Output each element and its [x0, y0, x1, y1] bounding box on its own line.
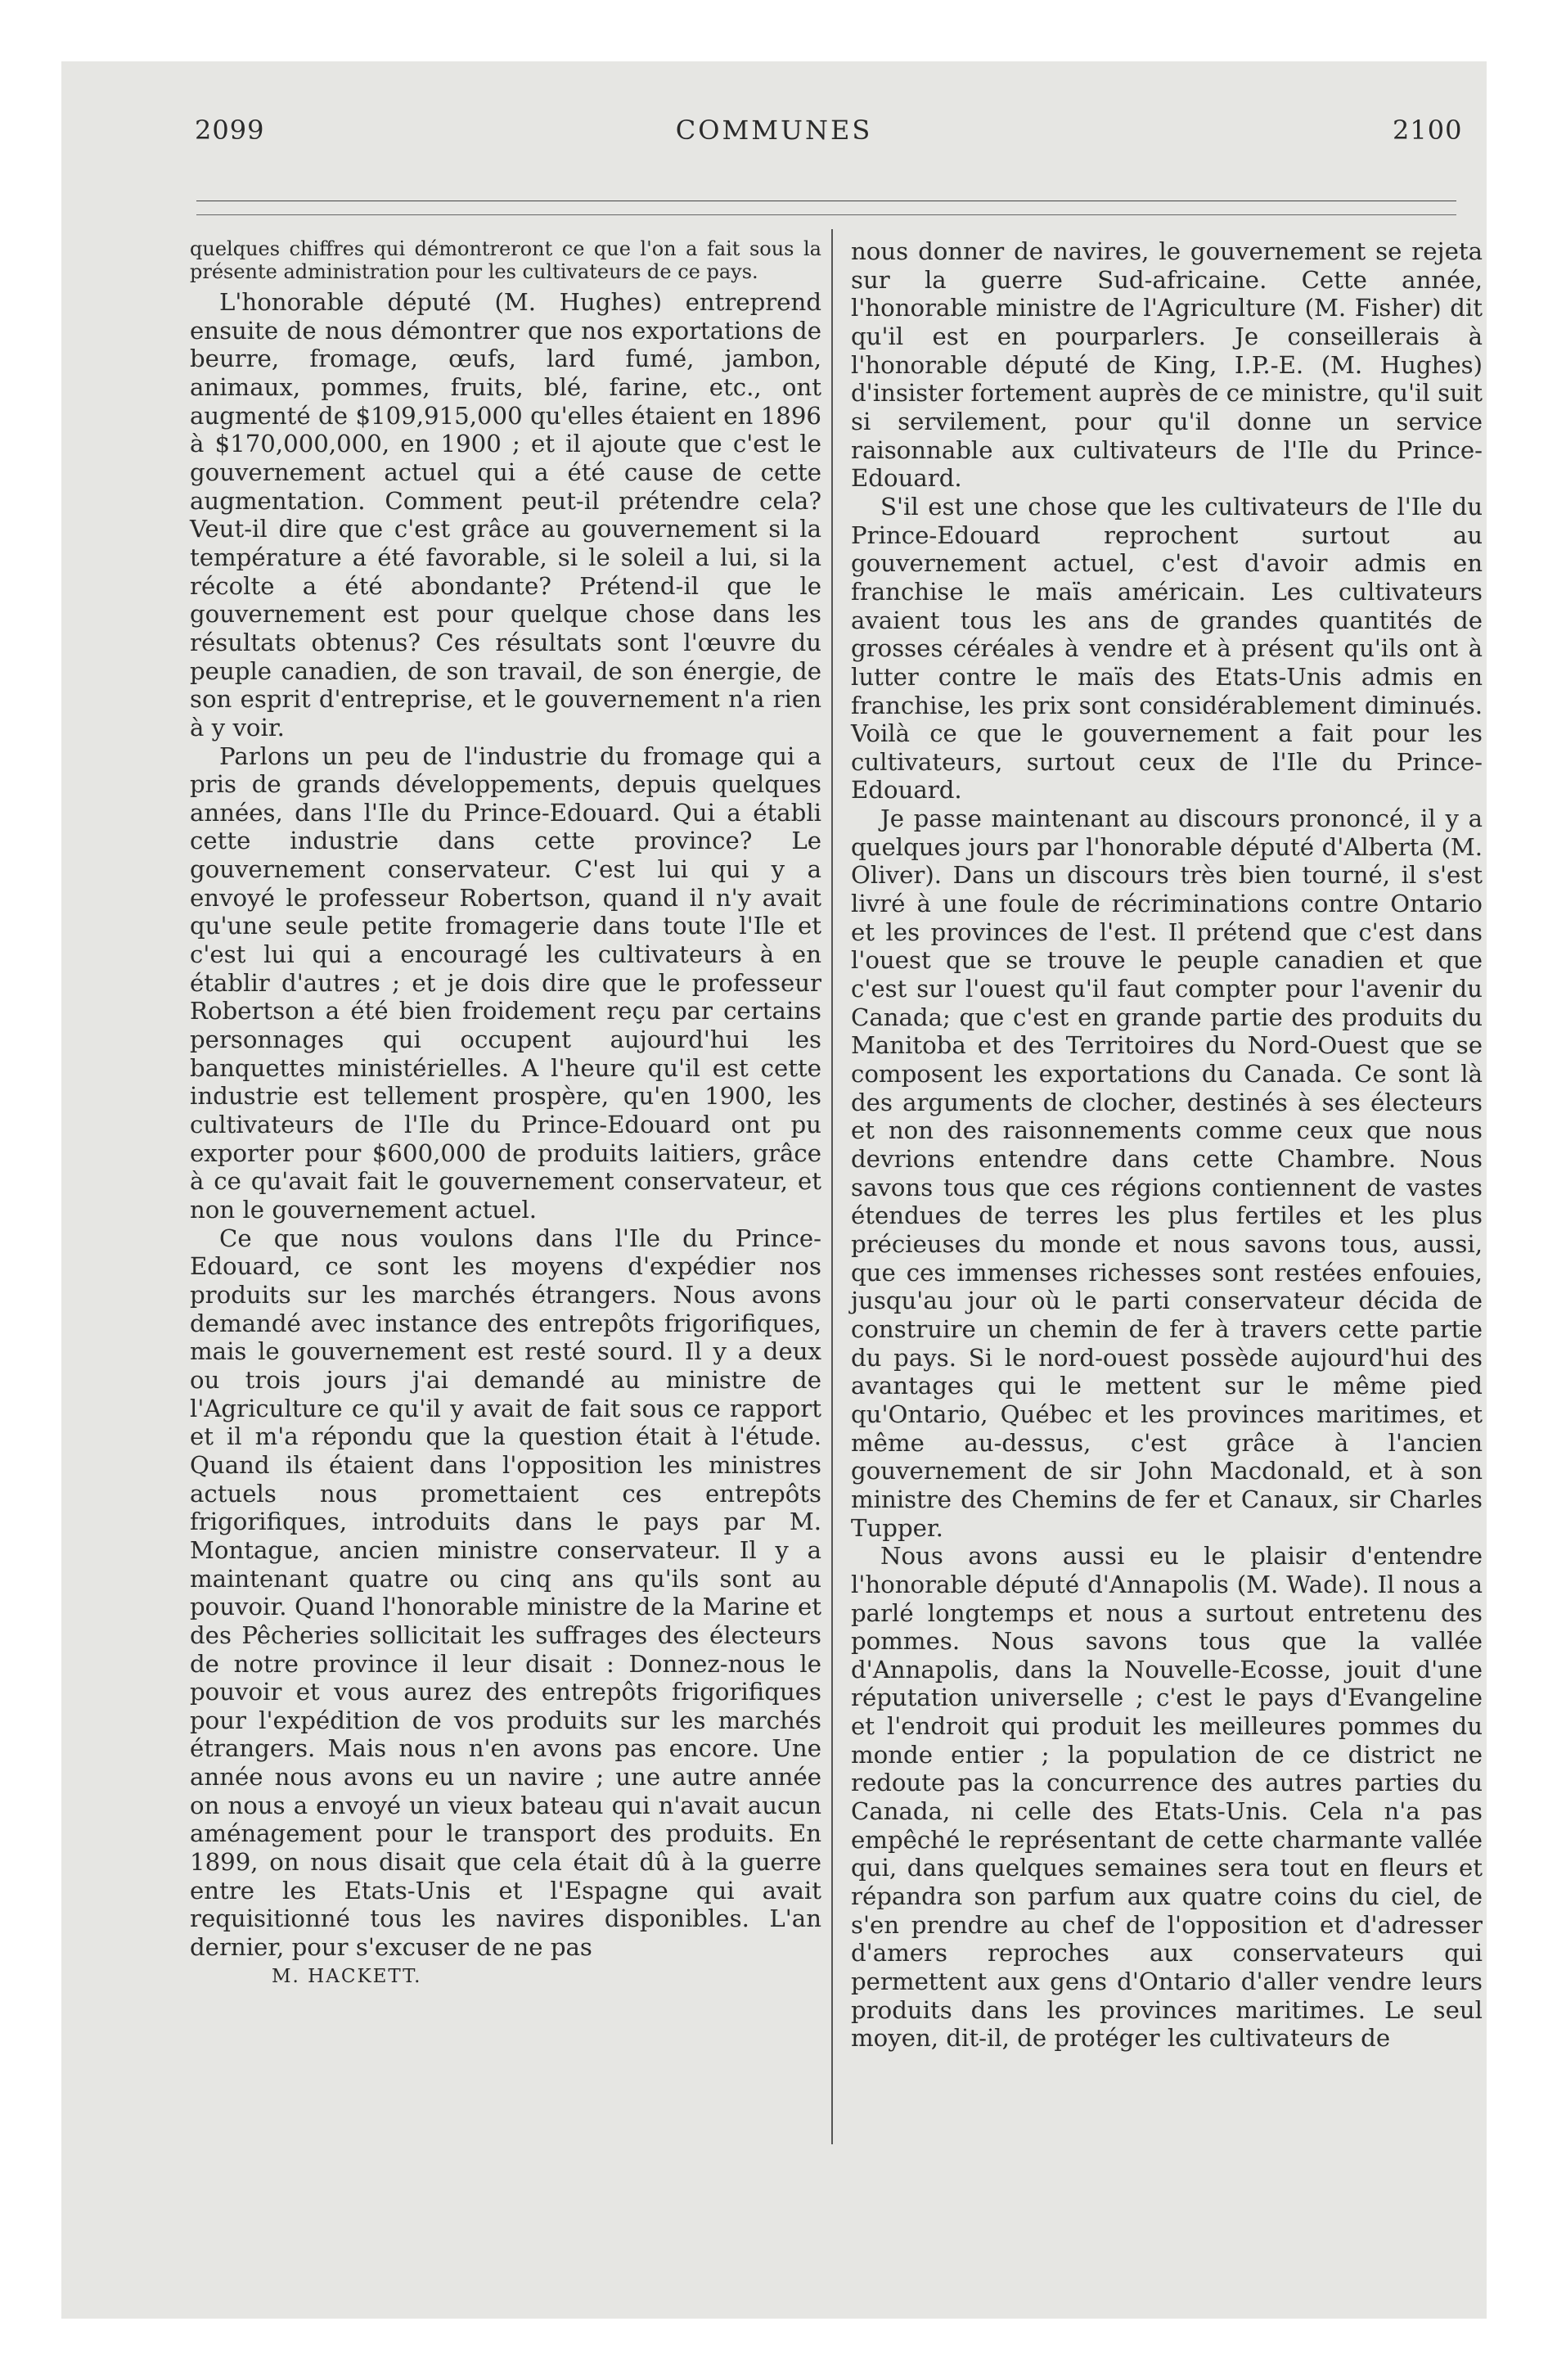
paragraph: S'il est une chose que les cultivateurs de l'Ile du Prince-Edouard reprochent surtout au gouvernement actuel, c'est d'avoir admis en franchise le maïs américain. Les cultivateurs avaient tous les ans de grandes quantités de grosses céréales à vendre et à présent qu'ils ont à lutter contre le maïs des Etats-Unis admis en franchise, les prix sont considérablement diminués. Voilà ce que le gouvernement a fait pour les cultivateurs, surtout ceux de l'Ile du Prince-Edouard.	[851, 492, 1483, 805]
paragraph: L'honorable député (M. Hughes) entreprend ensuite de nous démontrer que nos exportations de beurre, fromage, œufs, lard fumé, jambon, animaux, pommes, fruits, blé, farine, etc., ont augmenté de $109,915,000 qu'elles étaient en 1896 à $170,000,000, en 1900 ; et il ajoute que c'est le gouvernement actuel qui a été cause de cette augmentation. Comment peut-il prétendre cela? Veut-il dire que c'est grâce au gouvernement si la température a été favorable, si le soleil a lui, si la récolte a été abondante? Prétend-il que le gouvernement est pour quelque chose dans les résultats obtenus? Ces résultats sont l'œuvre du peuple canadien, de son travail, de son énergie, de son esprit d'entreprise, et le gouvernement n'a rien à y voir.	[190, 288, 821, 741]
left-column	[190, 237, 821, 2233]
paragraph: Nous avons aussi eu le plaisir d'entendre l'honorable député d'Annapolis (M. Wade). Il nous a parlé longtemps et nous a surtout entretenu des pommes. Nous savons tous que la vallée d'Annapolis, dans la Nouvelle-Ecosse, jouit d'une réputation universelle ; c'est le pays d'Evangeline et l'endroit qui produit les meilleures pommes du monde entier ; la population de ce district ne redoute pas la concurrence des autres parties du Canada, ni celle des Etats-Unis. Cela n'a pas empêché le représentant de cette charmante vallée qui, dans quelques semaines sera tout en fleurs et répandra son parfum aux quatre coins du ciel, de s'en prendre au chef de l'opposition et d'adresser d'amers reproches aux conservateurs qui permettent aux gens d'Ontario d'aller vendre leurs produits dans les provinces maritimes. Le seul moyen, dit-il, de protéger les cultivateurs de	[851, 1542, 1483, 2053]
page-title: COMMUNES	[675, 115, 873, 146]
continued-paragraph: nous donner de navires, le gouvernement se rejeta sur la guerre Sud-africaine. Cette année, l'honorable ministre de l'Agriculture (M. Fisher) dit qu'il est en pourparlers. Je conseillerais à l'honorable député de King, I.P.-E. (M. Hughes) d'insister fortement auprès de ce ministre, qu'il suit si servilement, pour qu'il donne un service raisonnable aux cultivateurs de l'Ile du Prince-Edouard.	[851, 237, 1483, 493]
right-page-number: 2100	[1393, 115, 1463, 146]
paragraph: Ce que nous voulons dans l'Ile du Prince-Edouard, ce sont les moyens d'expédier nos produits sur les marchés étrangers. Nous avons demandé avec instance des entrepôts frigorifiques, mais le gouvernement est resté sourd. Il y a deux ou trois jours j'ai demandé au ministre de l'Agriculture ce qu'il y avait de fait sous ce rapport et il m'a répondu que la question était à l'étude. Quand ils étaient dans l'opposition les ministres actuels nous promettaient ces entrepôts frigorifiques, introduits dans le pays par M. Montague, ancien ministre conservateur. Il y a maintenant quatre ou cinq ans qu'ils sont au pouvoir. Quand l'honorable ministre de la Marine et des Pêcheries sollicitait les suffrages des électeurs de notre province il leur disait : Donnez-nous le pouvoir et vous aurez des entrepôts frigorifiques pour l'expédition de vos produits sur les marchés étrangers. Mais nous n'en avons pas encore. Une année nous avons eu un navire ; une autre année on nous a envoyé un vieux bateau qui n'avait aucun aménagement pour le transport des produits. En 1899, on nous disait que cela était dû à la guerre entre les Etats-Unis et l'Espagne qui avait requisitionné tous les navires disponibles. L'an dernier, pour s'excuser de ne pas	[190, 1224, 821, 1962]
column-divider	[831, 229, 833, 2144]
left-page-number: 2099	[195, 115, 265, 146]
intro-paragraph: quelques chiffres qui démontreront ce que l'on a fait sous la présente administration pour les cultivateurs de ce pays.	[190, 237, 821, 283]
right-column	[851, 237, 1483, 2233]
speaker-name: M. HACKETT.	[272, 1965, 422, 1987]
header-rule-bottom	[196, 214, 1456, 215]
paragraph: Parlons un peu de l'industrie du fromage qui a pris de grands développements, depuis quelques années, dans l'Ile du Prince-Edouard. Qui a établi cette industrie dans cette province? Le gouvernement conservateur. C'est lui qui y a envoyé le professeur Robertson, quand il n'y avait qu'une seule petite fromagerie dans toute l'Ile et c'est lui qui a encouragé les cultivateurs à en établir d'autres ; et je dois dire que le professeur Robertson a été bien froidement reçu par certains personnages qui occupent aujourd'hui les banquettes ministérielles. A l'heure qu'il est cette industrie est tellement prospère, qu'en 1900, les cultivateurs de l'Ile du Prince-Edouard ont pu exporter pour $600,000 de produits laitiers, grâce à ce qu'avait fait le gouvernement conservateur, et non le gouvernement actuel.	[190, 741, 821, 1224]
paragraph: Je passe maintenant au discours prononcé, il y a quelques jours par l'honorable député d'Alberta (M. Oliver). Dans un discours très bien tourné, il s'est livré à une foule de récriminations contre Ontario et les provinces de l'est. Il prétend que c'est dans l'ouest que se trouve le peuple canadien et que c'est sur l'ouest qu'il faut compter pour l'avenir du Canada; que c'est en grande partie des produits du Manitoba et des Territoires du Nord-Ouest que se composent les exportations du Canada. Ce sont là des arguments de clocher, destinés à ses électeurs et non des raisonnements comme ceux que nous devrions entendre dans cette Chambre. Nous savons tous que ces régions contiennent de vastes étendues de terres les plus fertiles et les plus précieuses du monde et nous savons tous, aussi, que ces immenses richesses sont restées enfouies, jusqu'au jour où le parti conservateur décida de construire un chemin de fer à travers cette partie du pays. Si le nord-ouest possède aujourd'hui des avantages qui le mettent sur le même pied qu'Ontario, Québec et les provinces maritimes, et même au-dessus, c'est grâce à l'ancien gouvernement de sir John Macdonald, et à son ministre des Chemins de fer et Canaux, sir Charles Tupper.	[851, 805, 1483, 1542]
